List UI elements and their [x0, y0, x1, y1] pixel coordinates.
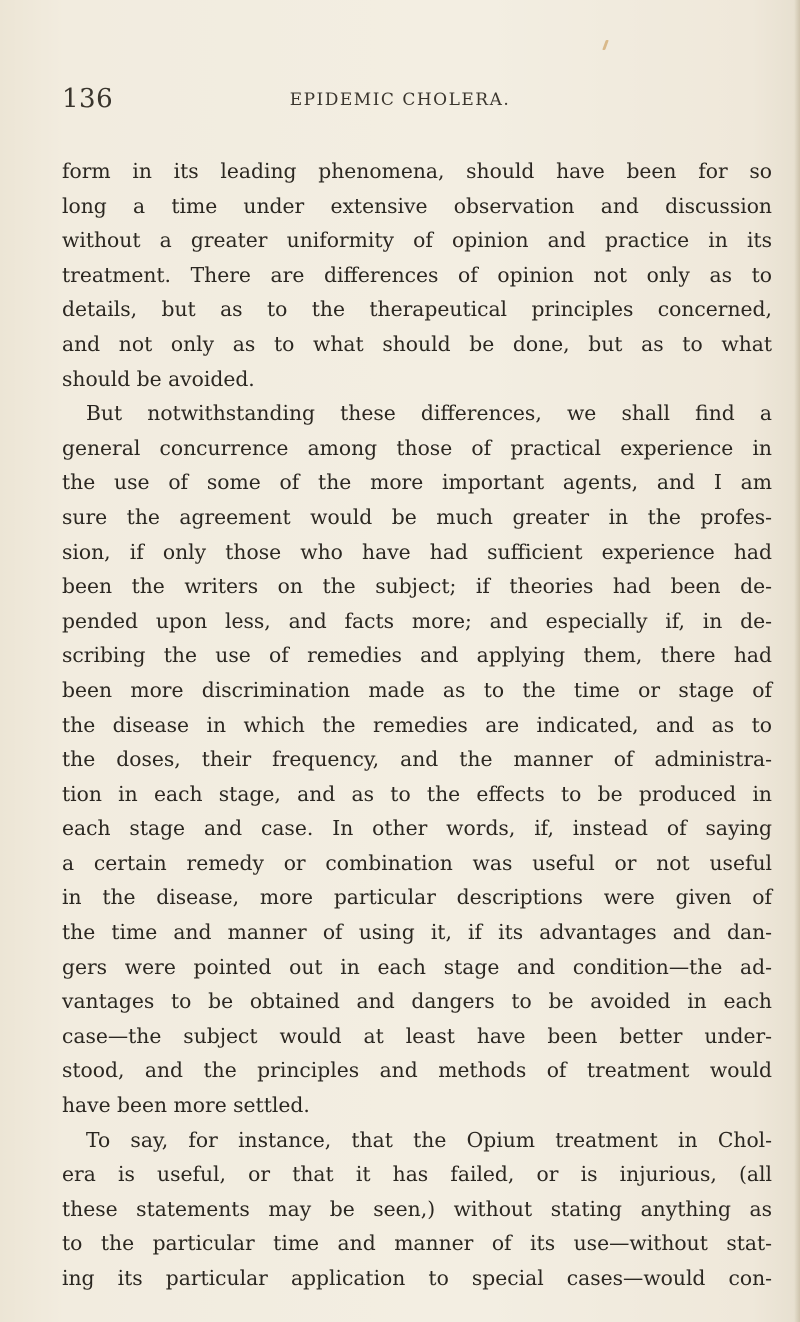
- text-line: ing its particular application to special cases—would con-: [62, 1266, 772, 1290]
- page-edge-shadow: [794, 0, 800, 1322]
- text-line: each stage and case. In other words, if, instead of saying: [62, 816, 772, 841]
- text-line: pended upon less, and facts more; and especially if, in de-: [62, 608, 772, 633]
- text-line: scribing the use of remedies and applying them, there had: [62, 643, 772, 668]
- text-line: case—the subject would at least have been better under-: [62, 1023, 772, 1048]
- body-text: [62, 154, 772, 1296]
- text-line: been more discrimination made as to the time or stage of: [62, 677, 772, 702]
- text-line: To say, for instance, that the Opium treatment in Chol-: [86, 1127, 772, 1152]
- text-line: era is useful, or that it has failed, or is injurious, (all: [62, 1162, 772, 1187]
- text-line: these statements may be seen,) without stating anything as: [62, 1196, 772, 1221]
- text-line: a certain remedy or combination was useful or not useful: [62, 850, 772, 875]
- text-line: the disease in which the remedies are indicated, and as to: [62, 712, 772, 737]
- text-line: tion in each stage, and as to the effects to be produced in: [62, 781, 772, 806]
- text-line: treatment. There are differences of opinion not only as to: [62, 262, 772, 287]
- text-line: to the particular time and manner of its use—without stat-: [62, 1231, 772, 1256]
- text-line: the time and manner of using it, if its advantages and dan-: [62, 920, 772, 945]
- page-header: [0, 84, 800, 124]
- running-title: EPIDEMIC CHOLERA.: [289, 90, 511, 110]
- page-number: 136: [62, 84, 114, 114]
- text-line: details, but as to the therapeutical principles concerned,: [62, 297, 772, 322]
- text-line: and not only as to what should be done, but as to what: [62, 331, 772, 356]
- text-line: But notwithstanding these differences, we shall find a: [86, 401, 772, 426]
- text-line: have been more settled.: [62, 1093, 310, 1118]
- text-line: without a greater uniformity of opinion and practice in its: [62, 228, 772, 253]
- text-line: sion, if only those who have had sufficient experience had: [62, 539, 772, 564]
- ink-mark: [602, 40, 609, 50]
- text-line: in the disease, more particular descriptions were given of: [62, 885, 772, 910]
- text-line: sure the agreement would be much greater in the profes-: [62, 504, 772, 529]
- text-line: the use of some of the more important agents, and I am: [62, 470, 772, 495]
- text-line: been the writers on the subject; if theories had been de-: [62, 574, 772, 599]
- text-line: stood, and the principles and methods of treatment would: [62, 1058, 772, 1083]
- text-line: vantages to be obtained and dangers to be avoided in each: [62, 989, 772, 1014]
- text-line: the doses, their frequency, and the manner of administra-: [62, 747, 772, 772]
- text-line: long a time under extensive observation and discussion: [62, 193, 772, 218]
- text-line: gers were pointed out in each stage and condition—the ad-: [62, 954, 772, 979]
- text-line: general concurrence among those of practical experience in: [62, 435, 772, 460]
- text-line: should be avoided.: [62, 366, 255, 391]
- text-line: form in its leading phenomena, should have been for so: [62, 159, 772, 183]
